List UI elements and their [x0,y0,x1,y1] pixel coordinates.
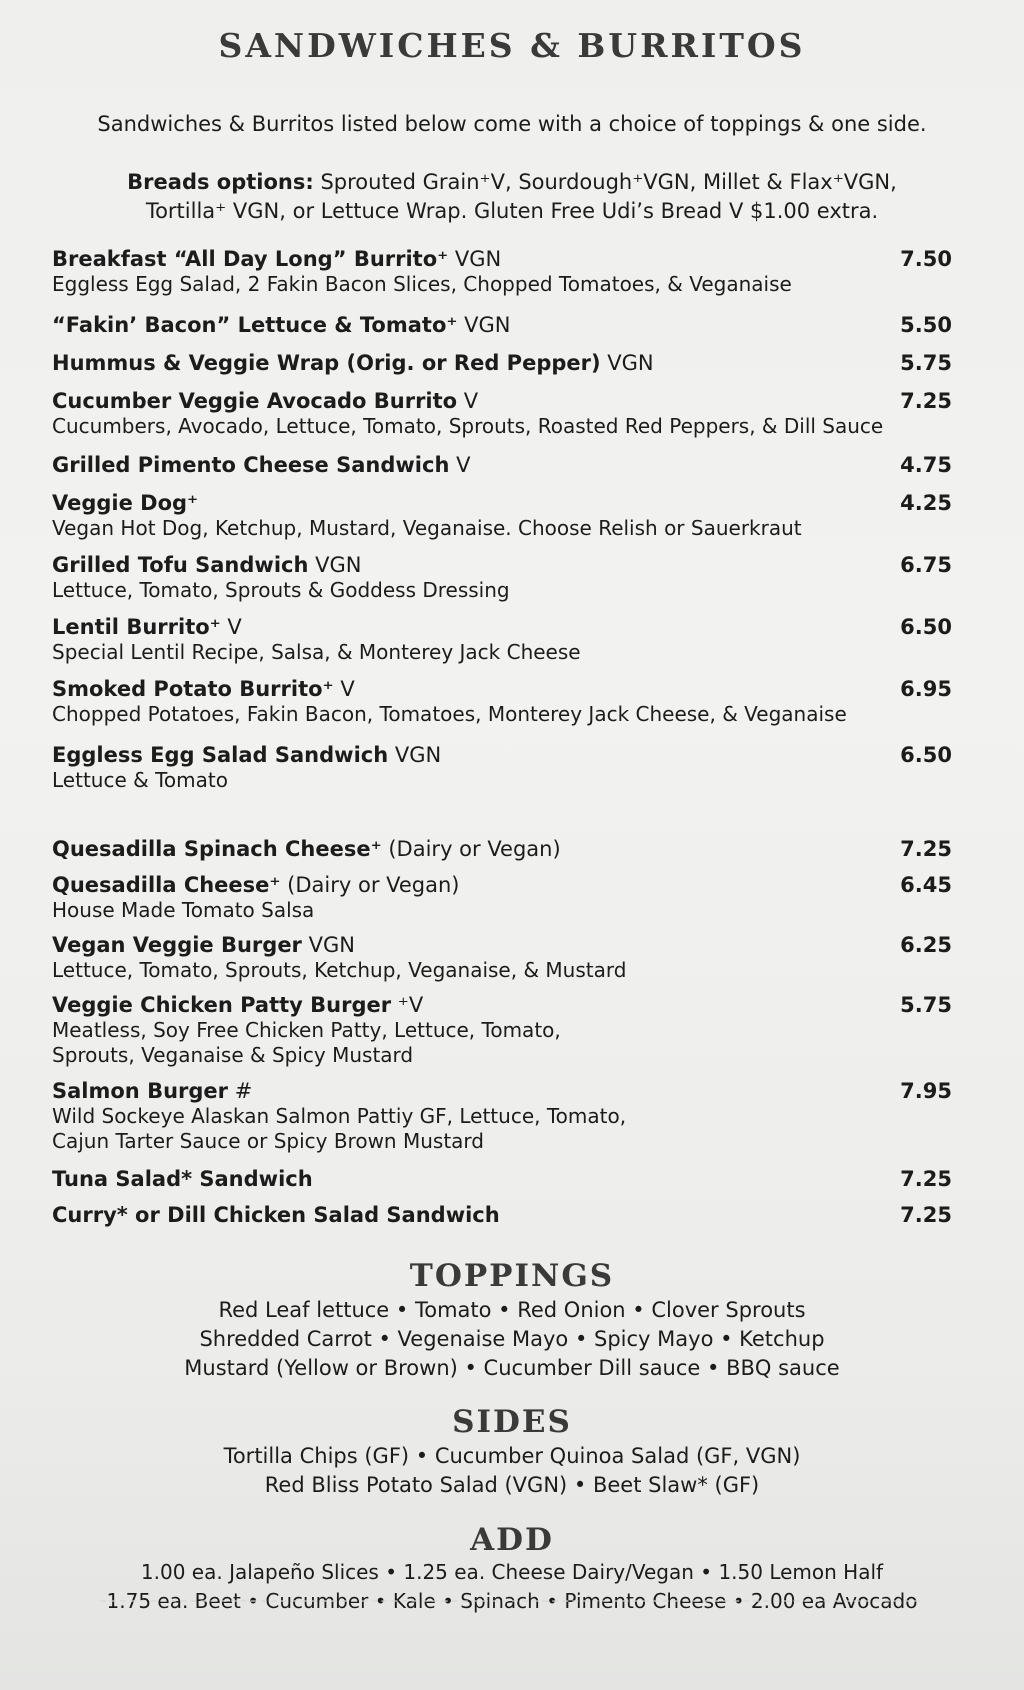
item-tag: VGN [388,743,442,767]
menu-item [52,1202,952,1228]
item-name: Smoked Potato Burrito⁺ [52,677,334,701]
item-price: 6.45 [900,873,952,897]
menu-item [52,312,952,338]
menu-item [52,872,952,923]
item-price: 7.25 [900,389,952,413]
item-description: Lettuce, Tomato, Sprouts & Goddess Dressing [52,578,510,602]
item-description: Meatless, Soy Free Chicken Patty, Lettuce, Tomato, [52,1018,561,1042]
item-description: Lettuce, Tomato, Sprouts, Ketchup, Veganaise, & Mustard [52,958,627,982]
page-title: SANDWICHES & BURRITOS [218,26,806,65]
item-name: Vegan Veggie Burger [52,933,302,957]
item-price: 7.25 [900,837,952,861]
bread-options-line2: Tortilla⁺ VGN, or Lettuce Wrap. Gluten Free Udi’s Bread V $1.00 extra. [145,199,879,223]
item-price: 5.75 [900,993,952,1017]
menu-item [52,836,952,862]
item-price: 6.25 [900,933,952,957]
menu-item [52,452,952,478]
toppings-line: Red Leaf lettuce • Tomato • Red Onion • Clover Sprouts [218,1298,806,1322]
item-name: Salmon Burger [52,1079,229,1103]
item-tag: (Dairy or Vegan) [280,873,460,897]
item-price: 7.25 [900,1167,952,1191]
item-name: Lentil Burrito⁺ [52,615,221,639]
bread-options-line1: Sprouted Grain⁺V, Sourdough⁺VGN, Millet & Flax⁺VGN, [320,170,897,194]
item-name: Breakfast “All Day Long” Burrito⁺ [52,247,449,271]
toppings-title: TOPPINGS [409,1258,615,1294]
menu-item [52,388,952,439]
item-price: 4.75 [900,453,952,477]
item-description: Vegan Hot Dog, Ketchup, Mustard, Veganaise. Choose Relish or Sauerkraut [52,516,802,540]
item-name: Tuna Salad* Sandwich [52,1167,313,1191]
menu-item [52,932,952,983]
item-price: 6.50 [900,743,952,767]
item-description: Eggless Egg Salad, 2 Fakin Bacon Slices, Chopped Tomatoes, & Veganaise [52,272,792,296]
item-description: Chopped Potatoes, Fakin Bacon, Tomatoes, Monterey Jack Cheese, & Veganaise [52,702,847,726]
item-tag: V [449,453,471,477]
menu-item [52,246,952,297]
item-tag: V [333,677,355,701]
bread-options-label: Breads options: [127,170,314,194]
item-tag: VGN [308,553,362,577]
intro-text: Sandwiches & Burritos listed below come with a choice of toppings & one side. [97,112,927,136]
item-name: Hummus & Veggie Wrap (Orig. or Red Pepper) [52,351,601,375]
item-name: “Fakin’ Bacon” Lettuce & Tomato⁺ [52,313,458,337]
item-name: Grilled Pimento Cheese Sandwich [52,453,450,477]
sides-title: SIDES [452,1404,572,1440]
item-tag: (Dairy or Vegan) [381,837,561,861]
item-description: Wild Sockeye Alaskan Salmon Pattiy GF, Lettuce, Tomato, [52,1104,627,1128]
menu-item [52,1166,952,1192]
item-name: Grilled Tofu Sandwich [52,553,309,577]
item-price: 7.50 [900,247,952,271]
item-name: Cucumber Veggie Avocado Burrito [52,389,458,413]
add-line: 1.00 ea. Jalapeño Slices • 1.25 ea. Cheese Dairy/Vegan • 1.50 Lemon Half [140,1560,884,1584]
item-name: Curry* or Dill Chicken Salad Sandwich [52,1203,500,1227]
item-tag: ⁺V [391,993,424,1017]
menu-item [52,552,952,603]
item-description: House Made Tomato Salsa [52,898,315,922]
item-tag: VGN [600,351,654,375]
menu-item [52,490,952,541]
menu-item [52,614,952,665]
item-tag: # [228,1079,253,1103]
item-name: Veggie Dog⁺ [52,491,199,515]
menu-item [52,742,952,793]
add-title: ADD [470,1522,554,1558]
item-name: Quesadilla Spinach Cheese⁺ [52,837,382,861]
item-description-line2: Sprouts, Veganaise & Spicy Mustard [52,1043,414,1067]
item-price: 7.95 [900,1079,952,1103]
item-tag: VGN [448,247,502,271]
item-description: Cucumbers, Avocado, Lettuce, Tomato, Sprouts, Roasted Red Peppers, & Dill Sauce [52,414,884,438]
item-name: Quesadilla Cheese⁺ [52,873,281,897]
item-tag: VGN [457,313,511,337]
item-description-line2: Cajun Tarter Sauce or Spicy Brown Mustard [52,1129,484,1153]
menu-item [52,1078,952,1154]
toppings-list [0,1296,1024,1383]
item-name: Eggless Egg Salad Sandwich [52,743,389,767]
item-price: 6.75 [900,553,952,577]
item-price: 4.25 [900,491,952,515]
item-tag: V [220,615,242,639]
decorative-border [100,1600,920,1672]
item-description: Special Lentil Recipe, Salsa, & Monterey Jack Cheese [52,640,581,664]
item-price: 6.50 [900,615,952,639]
sides-line: Red Bliss Potato Salad (VGN) • Beet Slaw* (GF) [264,1473,760,1497]
item-tag: V [457,389,479,413]
sides-line: Tortilla Chips (GF) • Cucumber Quinoa Salad (GF, VGN) [223,1444,801,1468]
item-price: 5.50 [900,313,952,337]
item-price: 6.95 [900,677,952,701]
item-name: Veggie Chicken Patty Burger [52,993,392,1017]
menu-item [52,992,952,1068]
item-price: 7.25 [900,1203,952,1227]
add-line: 1.75 ea. Beet • Cucumber • Kale • Spinach • Pimento Cheese • 2.00 ea Avocado [106,1589,918,1613]
item-price: 5.75 [900,351,952,375]
menu-item [52,676,952,727]
menu-item [52,350,952,376]
toppings-line: Mustard (Yellow or Brown) • Cucumber Dill sauce • BBQ sauce [184,1356,840,1380]
toppings-line: Shredded Carrot • Vegenaise Mayo • Spicy Mayo • Ketchup [199,1327,825,1351]
item-description: Lettuce & Tomato [52,768,228,792]
item-tag: VGN [301,933,355,957]
sides-list [0,1442,1024,1500]
